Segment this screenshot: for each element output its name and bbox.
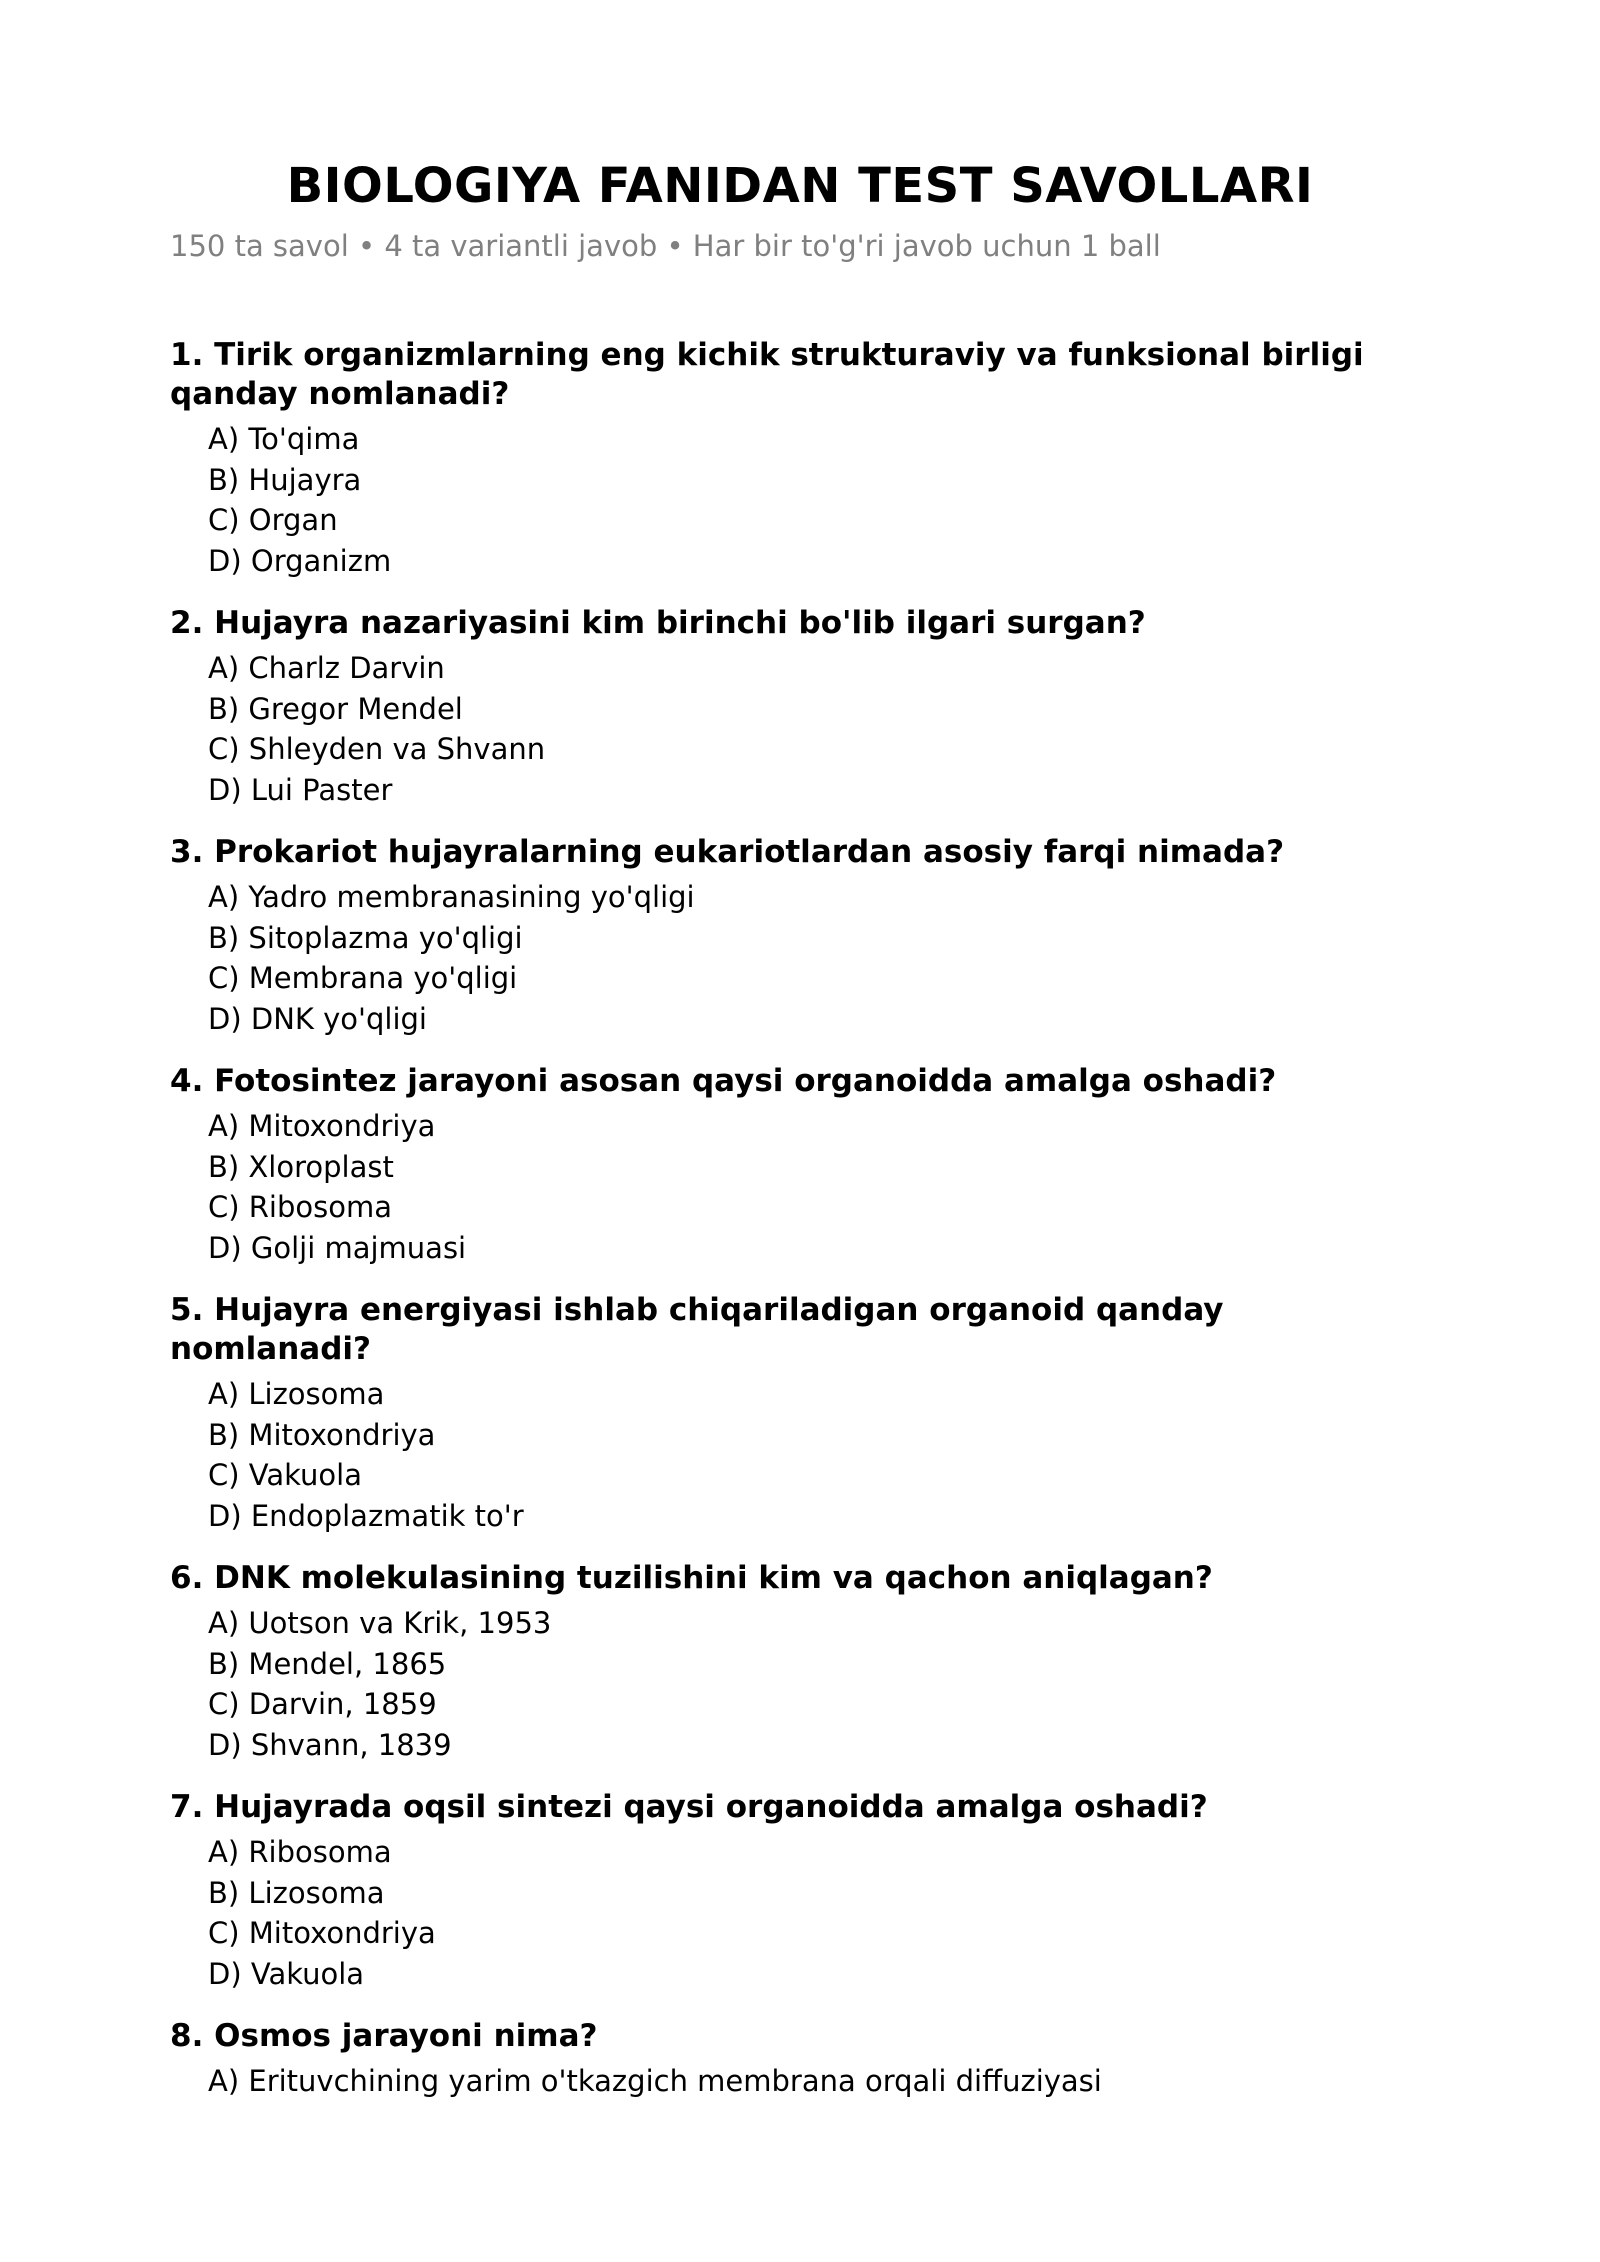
question-8 [170, 2017, 1430, 2102]
question-2 [170, 604, 1430, 810]
question-4 [170, 1062, 1430, 1268]
page-subtitle: 150 ta savol • 4 ta variantli javob • Har bir to'g'ri javob uchun 1 ball [170, 229, 1161, 263]
page-title: BIOLOGIYA FANIDAN TEST SAVOLLARI [286, 158, 1314, 214]
question-text: 7. Hujayrada oqsil sintezi qaysi organoidda amalga oshadi? [170, 1789, 1208, 1825]
answer-option: D) Lui Paster [208, 772, 393, 807]
answer-option: A) Lizosoma [208, 1377, 385, 1411]
question-text: 3. Prokariot hujayralarning eukariotlardan asosiy farqi nimada? [170, 834, 1285, 870]
answer-options [170, 1374, 1430, 1536]
answer-options [170, 1603, 1430, 1765]
answer-option: B) Sitoplazma yo'qligi [208, 920, 523, 955]
answer-option: A) Erituvchining yarim o'tkazgich membrana orqali diffuziyasi [208, 2064, 1102, 2098]
answer-option: B) Hujayra [208, 462, 362, 497]
answer-option: D) Endoplazmatik to'r [208, 1498, 524, 1533]
answer-options [170, 877, 1430, 1039]
answer-option: B) Lizosoma [208, 1875, 385, 1910]
question-text: 8. Osmos jarayoni nima? [170, 2018, 598, 2054]
question-7 [170, 1788, 1430, 1994]
question-text: 4. Fotosintez jarayoni asosan qaysi organoidda amalga oshadi? [170, 1063, 1277, 1099]
answer-option: B) Mitoxondriya [208, 1417, 436, 1452]
question-text: 2. Hujayra nazariyasini kim birinchi bo'lib ilgari surgan? [170, 605, 1146, 641]
answer-option: A) Charlz Darvin [208, 651, 445, 685]
answer-options [170, 648, 1430, 810]
question-1 [170, 336, 1430, 581]
answer-option: D) Shvann, 1839 [208, 1727, 452, 1762]
answer-options [170, 1832, 1430, 1994]
answer-option: C) Ribosoma [208, 1190, 393, 1224]
answer-option: A) To'qima [208, 422, 360, 456]
question-list [170, 336, 1430, 2102]
answer-options [170, 1106, 1430, 1268]
answer-option: C) Mitoxondriya [208, 1916, 436, 1950]
answer-option: B) Mendel, 1865 [208, 1646, 447, 1681]
answer-option: A) Uotson va Krik, 1953 [208, 1606, 552, 1640]
question-6 [170, 1559, 1430, 1765]
answer-option: D) Golji majmuasi [208, 1230, 467, 1265]
question-text: 6. DNK molekulasining tuzilishini kim va qachon aniqlagan? [170, 1560, 1213, 1596]
answer-option: D) Vakuola [208, 1956, 365, 1991]
answer-option: C) Vakuola [208, 1458, 362, 1492]
answer-option: C) Membrana yo'qligi [208, 961, 518, 995]
answer-option: A) Mitoxondriya [208, 1109, 436, 1143]
question-3 [170, 833, 1430, 1039]
question-5 [170, 1291, 1430, 1536]
answer-option: D) DNK yo'qligi [208, 1001, 427, 1036]
test-document [170, 150, 1430, 2125]
answer-option: B) Xloroplast [208, 1149, 394, 1184]
answer-options [170, 419, 1430, 581]
answer-option: D) Organizm [208, 543, 392, 578]
answer-option: B) Gregor Mendel [208, 691, 463, 726]
question-text: 5. Hujayra energiyasi ishlab chiqariladigan organoid qanday nomlanadi? [170, 1292, 1224, 1367]
answer-option: C) Darvin, 1859 [208, 1687, 437, 1721]
answer-options [170, 2061, 1430, 2102]
answer-option: C) Organ [208, 503, 338, 537]
answer-option: C) Shleyden va Shvann [208, 732, 546, 766]
question-text: 1. Tirik organizmlarning eng kichik strukturaviy va funksional birligi qanday nomlanadi? [170, 337, 1364, 412]
answer-option: A) Ribosoma [208, 1835, 392, 1869]
answer-option: A) Yadro membranasining yo'qligi [208, 880, 695, 914]
